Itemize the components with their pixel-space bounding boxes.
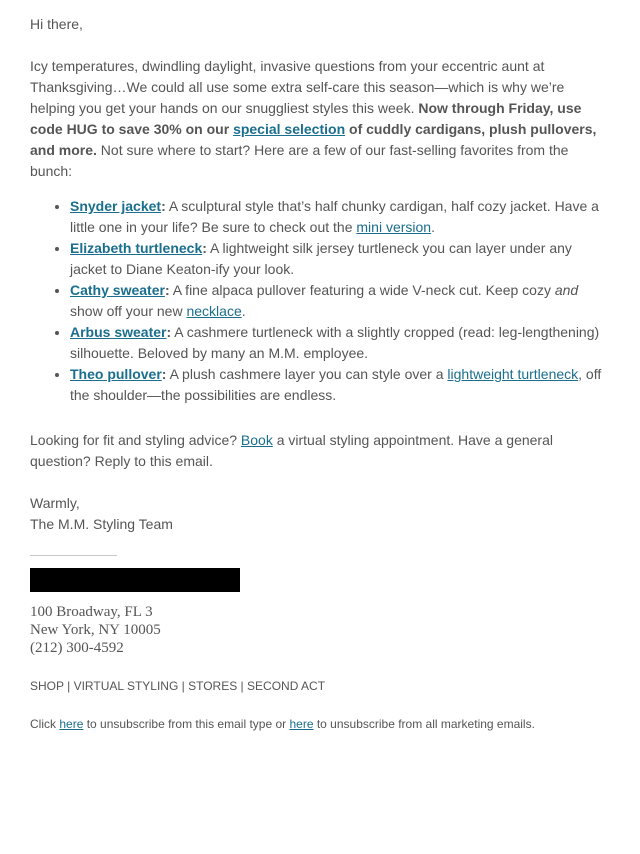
item-colon: : — [202, 240, 207, 256]
item-colon: : — [164, 282, 170, 298]
unsub-text: Click — [30, 717, 60, 731]
address-line: New York, NY 10005 — [30, 622, 161, 638]
unsubscribe-type-link[interactable]: here — [59, 717, 84, 731]
item-description: A lightweight silk jersey turtleneck you can layer under any jacket to Diane Keaton-ify your look. — [70, 240, 572, 277]
book-link[interactable]: Book — [240, 432, 273, 448]
item-colon: : — [161, 366, 167, 382]
signature: The M.M. Styling Team — [30, 516, 173, 532]
theo-pullover-link[interactable]: Theo pullover — [70, 366, 162, 382]
phone-number: (212) 300-4592 — [30, 640, 124, 656]
cathy-sweater-link[interactable]: Cathy sweater — [70, 282, 165, 298]
email-body — [30, 14, 610, 733]
product-list — [30, 196, 610, 406]
lightweight-turtleneck-link[interactable]: lightweight turtleneck — [447, 366, 579, 382]
footer-link-stores[interactable]: STORES — [188, 679, 238, 693]
unsubscribe-all-link[interactable]: here — [289, 717, 314, 731]
item-punct: . — [431, 219, 435, 235]
item-emphasis: and — [554, 282, 579, 298]
unsub-text-2: to unsubscribe from this email type or — [83, 717, 290, 731]
unsub-text-3: to unsubscribe from all marketing emails. — [313, 717, 535, 731]
promo-text: Now through Friday, use code HUG to save 30% on our — [30, 100, 582, 137]
snyder-jacket-link[interactable]: Snyder jacket — [70, 198, 162, 214]
greeting: Hi there, — [30, 16, 83, 32]
footer-link-second-act[interactable]: SECOND ACT — [247, 679, 326, 693]
item-description: A cashmere turtleneck with a slightly cropped (read: leg-lengthening) silhouette. Beloved by many an M.M. employee. — [70, 324, 600, 361]
intro-text-2: Not sure where to start? Here are a few of our fast-selling favorites from the bunch: — [30, 142, 569, 179]
list-item — [70, 364, 610, 406]
intro-paragraph — [30, 56, 610, 182]
nav-separator: | — [63, 679, 74, 693]
item-colon: : — [161, 198, 166, 214]
list-item — [70, 196, 610, 238]
mini-version-link[interactable]: mini version — [356, 219, 432, 235]
footer-nav — [30, 677, 610, 695]
nav-separator: | — [237, 679, 248, 693]
footer-link-shop[interactable]: SHOP — [30, 679, 64, 693]
brand-logo — [30, 568, 240, 592]
item-description: A sculptural style that’s half chunky cardigan, half cozy jacket. Have a little one in your life? Be sure to check out the — [70, 198, 599, 235]
advice-text-2: a virtual styling appointment. Have a general question? Reply to this email. — [30, 432, 553, 469]
special-selection-link[interactable]: special selection — [233, 121, 346, 137]
list-item — [70, 322, 610, 364]
elizabeth-turtleneck-link[interactable]: Elizabeth turtleneck — [70, 240, 203, 256]
advice-paragraph — [30, 430, 610, 472]
footer-divider — [30, 555, 117, 556]
item-description: A plush cashmere layer you can style over a — [166, 366, 448, 382]
address-line: 100 Broadway, FL 3 — [30, 604, 153, 620]
item-colon: : — [166, 324, 172, 340]
unsubscribe-text — [30, 715, 610, 733]
list-item — [70, 238, 610, 280]
nav-separator: | — [178, 679, 189, 693]
item-punct: . — [241, 303, 246, 319]
signoff: Warmly, — [30, 495, 80, 511]
list-item — [70, 280, 610, 322]
promo-text-2: of cuddly cardigans, plush pullovers, and more. — [30, 121, 597, 158]
footer-address — [30, 603, 610, 657]
footer-link-virtual-styling[interactable]: VIRTUAL STYLING — [73, 679, 179, 693]
arbus-sweater-link[interactable]: Arbus sweater — [70, 324, 167, 340]
item-description: A fine alpaca pullover featuring a wide V-neck cut. Keep cozy — [169, 282, 555, 298]
advice-text: Looking for fit and styling advice? — [30, 432, 241, 448]
intro-text: Icy temperatures, dwindling daylight, invasive questions from your eccentric aunt at Thanksgiving…We could all use some extra self-care this season—which is why we’re helping you get your hands on our snuggliest styles this week. — [30, 58, 565, 116]
item-description-2: show off your new — [70, 303, 187, 319]
item-description-end: , off the shoulder—the possibilities are endless. — [70, 366, 602, 403]
necklace-link[interactable]: necklace — [186, 303, 242, 319]
